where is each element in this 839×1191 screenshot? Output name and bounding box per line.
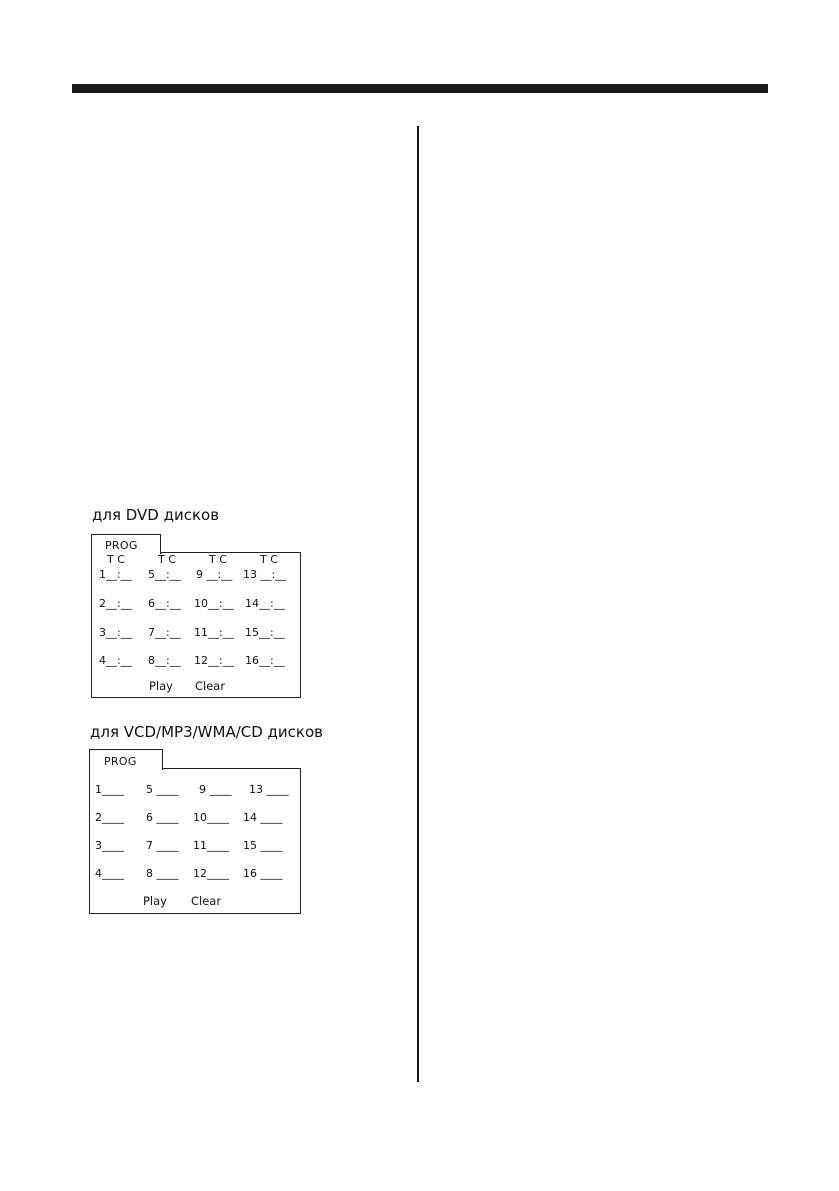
dvd-slot-5[interactable]: 5__:__ — [148, 568, 181, 581]
vcd-slot-13[interactable]: 13 ____ — [249, 783, 289, 796]
dvd-column-header-3: T C — [209, 553, 227, 566]
header-rule — [72, 84, 768, 93]
vcd-prog-tab-label: PROG — [104, 755, 137, 768]
dvd-prog-tab-label: PROG — [105, 539, 138, 552]
dvd-play-button[interactable]: Play — [149, 679, 173, 693]
column-divider — [417, 126, 419, 1082]
dvd-slot-2[interactable]: 2__:__ — [99, 597, 132, 610]
dvd-caption: для DVD дисков — [92, 506, 220, 524]
vcd-program-panel — [89, 749, 301, 914]
dvd-slot-1[interactable]: 1__:__ — [99, 568, 132, 581]
dvd-slot-13[interactable]: 13 __:__ — [243, 568, 287, 581]
dvd-slot-6[interactable]: 6__:__ — [148, 597, 181, 610]
dvd-slot-10[interactable]: 10__:__ — [194, 597, 234, 610]
vcd-slot-2[interactable]: 2____ — [95, 811, 124, 824]
vcd-slot-15[interactable]: 15 ____ — [243, 839, 283, 852]
vcd-slot-11[interactable]: 11____ — [193, 839, 229, 852]
dvd-slot-15[interactable]: 15__:__ — [245, 626, 285, 639]
vcd-slot-10[interactable]: 10____ — [193, 811, 229, 824]
dvd-slot-9[interactable]: 9 __:__ — [196, 568, 233, 581]
vcd-caption: для VCD/MP3/WMA/CD дисков — [90, 723, 323, 741]
vcd-slot-3[interactable]: 3____ — [95, 839, 124, 852]
vcd-slot-8[interactable]: 8 ____ — [146, 867, 179, 880]
vcd-slot-12[interactable]: 12____ — [193, 867, 229, 880]
dvd-slot-8[interactable]: 8__:__ — [148, 654, 181, 667]
dvd-slot-11[interactable]: 11__:__ — [194, 626, 234, 639]
dvd-slot-16[interactable]: 16__:__ — [245, 654, 285, 667]
dvd-slot-14[interactable]: 14__:__ — [245, 597, 285, 610]
vcd-slot-16[interactable]: 16 ____ — [243, 867, 283, 880]
vcd-slot-6[interactable]: 6 ____ — [146, 811, 179, 824]
dvd-slot-7[interactable]: 7__:__ — [148, 626, 181, 639]
vcd-slot-1[interactable]: 1____ — [95, 783, 124, 796]
vcd-slot-4[interactable]: 4____ — [95, 867, 124, 880]
dvd-column-header-1: T C — [107, 553, 125, 566]
dvd-slot-12[interactable]: 12__:__ — [194, 654, 234, 667]
vcd-clear-button[interactable]: Clear — [191, 894, 222, 908]
dvd-clear-button[interactable]: Clear — [195, 679, 226, 693]
dvd-program-panel — [91, 534, 301, 698]
dvd-slot-4[interactable]: 4__:__ — [99, 654, 132, 667]
vcd-slot-5[interactable]: 5 ____ — [146, 783, 179, 796]
vcd-slot-14[interactable]: 14 ____ — [243, 811, 283, 824]
dvd-slot-3[interactable]: 3__:__ — [99, 626, 132, 639]
dvd-column-header-4: T C — [260, 553, 278, 566]
vcd-play-button[interactable]: Play — [143, 894, 167, 908]
dvd-column-header-2: T C — [158, 553, 176, 566]
vcd-slot-7[interactable]: 7 ____ — [146, 839, 179, 852]
vcd-slot-9[interactable]: 9 ____ — [199, 783, 232, 796]
